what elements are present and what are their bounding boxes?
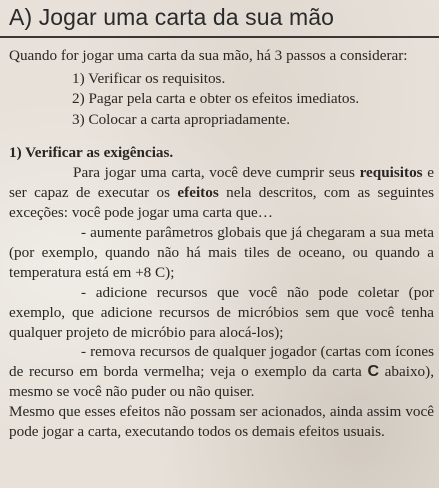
exception-item: - aumente parâmetros globais que já chegaram a sua meta (por exemplo, quando não há mais tiles de oceano, ou quando a temperatura está em +8 C);: [9, 224, 434, 281]
exception-item: [9, 342, 434, 402]
step-item: 2) Pagar pela carta e obter os efeitos imediatos.: [72, 90, 360, 108]
step-item: 3) Colocar a carta apropriadamente.: [72, 110, 290, 128]
steps-list: [9, 69, 434, 131]
text-span: - remova recursos de qualquer jogador (cartas com ícones de recurso em borda vermelha; veja o exemplo da carta: [9, 343, 434, 381]
exception-item: - adicione recursos que você não pode coletar (por exemplo, que adicione recursos de micróbios sem que você tenha qualquer projeto de micróbio para alocá-los);: [9, 283, 434, 341]
text-span: e ser capaz de executar os: [9, 164, 434, 202]
bold-term-efeitos: efeitos: [177, 184, 219, 202]
bold-term-requisitos: requisitos: [359, 164, 423, 182]
text-span: abaixo), mesmo se você não puder ou não quiser.: [9, 363, 434, 401]
subsection-heading: 1) Verificar as exigências.: [9, 144, 174, 162]
intro-paragraph: Quando for jogar uma carta da sua mão, há 3 passos a considerar:: [9, 47, 408, 64]
section-title: A) Jogar uma carta da sua mão: [9, 4, 335, 30]
text-span: nela descritos, com as seguintes exceções: você pode jogar uma carta que…: [9, 184, 434, 222]
title-divider: [0, 36, 439, 38]
card-c-icon: C: [367, 363, 379, 381]
closing-paragraph: Mesmo que esses efeitos não possam ser acionados, ainda assim você pode jogar a carta, executando todos os demais efeitos usuais.: [9, 403, 434, 441]
text-span: Para jogar uma carta, você deve cumprir seus: [73, 164, 360, 182]
rules-body: [9, 46, 434, 442]
step-item: 1) Verificar os requisitos.: [72, 69, 226, 87]
requirements-paragraph: [9, 163, 434, 223]
